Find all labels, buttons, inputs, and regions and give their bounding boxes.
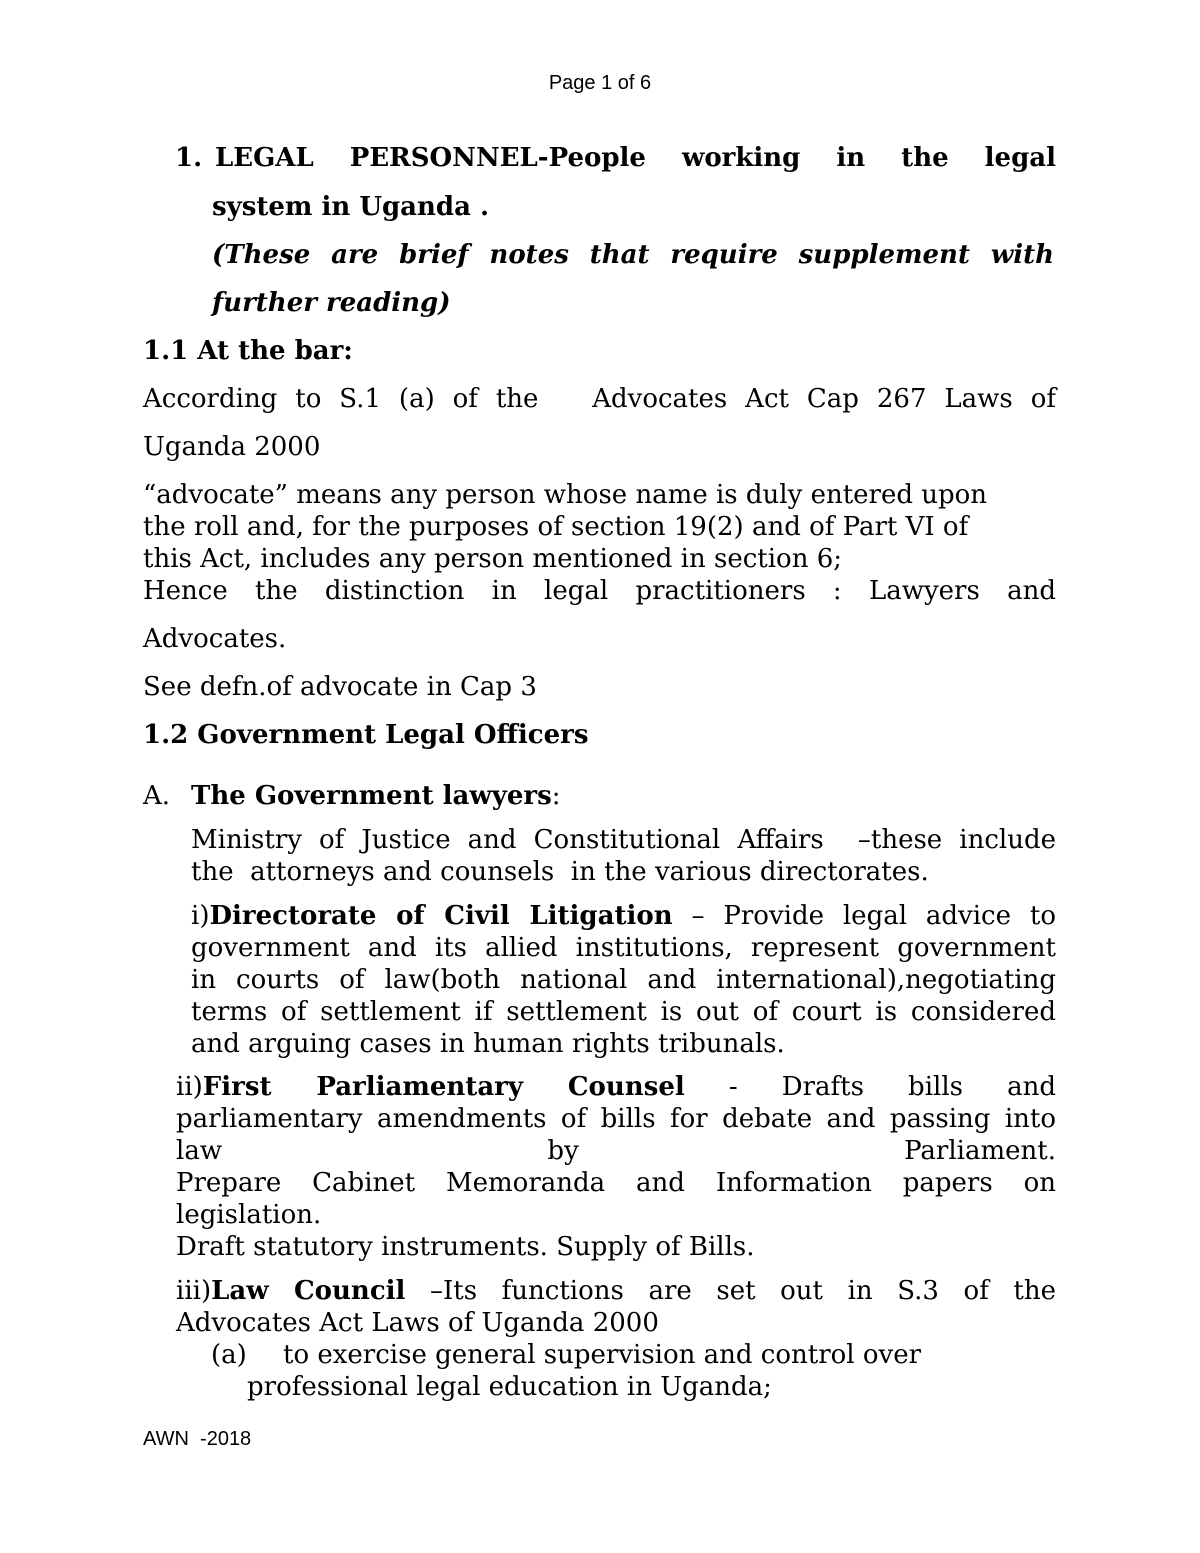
civil-litigation-line5: and arguing cases in human rights tribunals. (191, 1029, 785, 1059)
section-1-1-heading: 1.1 At the bar: (143, 336, 353, 366)
parliamentary-counsel-line1-rest: - Drafts bills and (684, 1072, 1056, 1102)
parliamentary-counsel-line6: Draft statutory instruments. Supply of Bills. (176, 1232, 755, 1262)
parliamentary-counsel-line5: legislation. (176, 1200, 322, 1230)
page-number-header: Page 1 of 6 (548, 72, 652, 94)
law-council-item-a-text: to exercise general supervision and control over (283, 1340, 922, 1370)
civil-litigation-line2: government and its allied institutions, represent government (191, 933, 1056, 963)
ministry-line2: the attorneys and counsels in the various directorates. (191, 857, 929, 887)
distinction-line2: Advocates. (143, 624, 287, 654)
law-council-line1 (176, 1275, 1056, 1307)
distinction-line1: Hence the distinction in legal practitioners : Lawyers and (143, 576, 1056, 606)
parliamentary-counsel-line2: parliamentary amendments of bills for debate and passing into (176, 1104, 1056, 1134)
section-1-2-heading: 1.2 Government Legal Officers (143, 720, 589, 750)
parliamentary-counsel-prefix: ii) (176, 1072, 203, 1102)
law-council-line1-rest: –Its functions are set out in S.3 of the (405, 1276, 1056, 1306)
parliamentary-counsel-title: First Parliamentary Counsel (202, 1072, 685, 1102)
government-lawyers-colon: : (551, 781, 561, 811)
civil-litigation-title: Directorate of Civil Litigation (209, 901, 673, 931)
advocates-act-line1: According to S.1 (a) of the Advocates Act Cap 267 Laws of (143, 384, 1056, 414)
civil-litigation-prefix: i) (191, 901, 210, 931)
civil-litigation-line1-rest: – Provide legal advice to (672, 901, 1056, 931)
law-council-item-a-label: (a) (211, 1340, 247, 1370)
section-1-note-line2: further reading) (212, 288, 451, 318)
see-definition-line: See defn.of advocate in Cap 3 (143, 672, 537, 702)
advocate-definition-line1: “advocate” means any person whose name is duly entered upon (143, 480, 988, 510)
advocates-act-line2: Uganda 2000 (143, 432, 321, 462)
civil-litigation-line1 (191, 900, 1056, 932)
civil-litigation-line3: in courts of law(both national and international),negotiating (191, 965, 1056, 995)
item-a-label: A. (143, 781, 171, 811)
law-council-line2: Advocates Act Laws of Uganda 2000 (176, 1308, 659, 1338)
ministry-line1: Ministry of Justice and Constitutional Affairs –these include (191, 825, 1056, 855)
advocate-definition-line3: this Act, includes any person mentioned in section 6; (143, 544, 843, 574)
law-council-prefix: iii) (176, 1276, 212, 1306)
government-lawyers-title: The Government lawyers (191, 781, 552, 811)
advocate-definition-line2: the roll and, for the purposes of section 19(2) and of Part VI of (143, 512, 969, 542)
civil-litigation-line4: terms of settlement if settlement is out of court is considered (191, 997, 1056, 1027)
law-council-title: Law Council (211, 1276, 406, 1306)
section-1-note-line1: (These are brief notes that require supplement with (212, 240, 1054, 270)
parliamentary-counsel-line3: law by Parliament. (176, 1136, 1056, 1166)
footer-author-year: AWN -2018 (143, 1428, 252, 1450)
section-1-number: 1. (175, 143, 203, 173)
parliamentary-counsel-line1 (176, 1071, 1056, 1103)
parliamentary-counsel-line4: Prepare Cabinet Memoranda and Information papers on (176, 1168, 1056, 1198)
section-1-title-text: LEGAL PERSONNEL-People working in the legal (215, 143, 1056, 173)
section-1-title-line2: system in Uganda . (212, 192, 490, 222)
section-1-title (175, 142, 1056, 174)
law-council-item-a-line2: professional legal education in Uganda; (247, 1372, 772, 1402)
government-lawyers-heading (143, 780, 1056, 812)
law-council-item-a-line1 (211, 1339, 1124, 1371)
